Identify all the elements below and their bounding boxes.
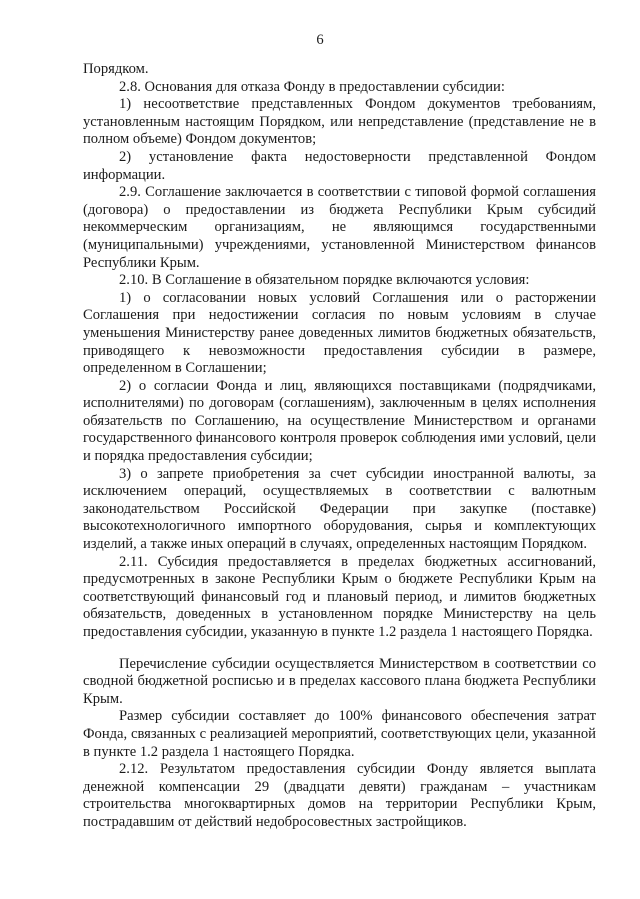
paragraph: 2) установление факта недостоверности представленной Фондом информации. bbox=[83, 148, 596, 183]
paragraph: 3) о запрете приобретения за счет субсидии иностранной валюты, за исключением операций, осуществляемых в соответствии с валютным законодательством Российской Федерации при закупке (поставке) высокотехнологичного импортного оборудования, сырья и комплектующих изделий, а также иных операций в случаях, определенных настоящим Порядком. bbox=[83, 465, 596, 553]
paragraph: 2.9. Соглашение заключается в соответствии с типовой формой соглашения (договора) о предоставлении из бюджета Республики Крым субсидий некоммерческим организациям, не являющимся государственными (муниципальными) учреждениями, установленной Министерством финансов Республики Крым. bbox=[83, 184, 596, 271]
document-body bbox=[83, 61, 596, 832]
paragraph: 2.11. Субсидия предоставляется в пределах бюджетных ассигнований, предусмотренных в законе Республики Крым о бюджете Республики Крым на соответствующий финансовый год и плановый период, и лимитов бюджетных обязательств, доведенных в установленном порядке Министерству на цель предоставления субсидии, указанную в пункте 1.2 раздела 1 настоящего Порядка. bbox=[83, 553, 596, 640]
paragraph: Размер субсидии составляет до 100% финансового обеспечения затрат Фонда, связанных с реализацией мероприятий, соответствующих цели, указанной в пункте 1.2 раздела 1 настоящего Порядка. bbox=[83, 708, 596, 760]
paragraph: Перечисление субсидии осуществляется Министерством в соответствии со сводной бюджетной росписью и в пределах кассового плана бюджета Республики Крым. bbox=[83, 655, 596, 707]
page-number: 6 bbox=[316, 32, 324, 48]
paragraph: Порядком. bbox=[83, 61, 149, 77]
paragraph: 2.8. Основания для отказа Фонду в предоставлении субсидии: bbox=[119, 78, 505, 95]
paragraph: 1) несоответствие представленных Фондом документов требованиям, установленным настоящим Порядком, или непредставление (представление не в полном объеме) Фондом документов; bbox=[83, 96, 596, 148]
paragraph: 1) о согласовании новых условий Соглашения или о расторжении Соглашения при недостижении согласия по новым условиям в случае уменьшения Министерству ранее доведенных лимитов бюджетных обязательств, приводящего к невозможности предоставления субсидии в размере, определенном в Соглашении; bbox=[83, 289, 596, 377]
paragraph: 2) о согласии Фонда и лиц, являющихся поставщиками (подрядчиками, исполнителями) по договорам (соглашениям), заключенным в целях исполнения обязательств по Соглашению, на осуществление Министерством и органами государственного финансового контроля проверок соблюдения ими условий, цели и порядка предоставления субсидии; bbox=[83, 377, 596, 465]
paragraph: 2.12. Результатом предоставления субсидии Фонду является выплата денежной компенсации 29 (двадцати девяти) гражданам – участникам строительства многоквартирных домов на территории Республики Крым, пострадавшим от действий недобросовестных застройщиков. bbox=[83, 761, 596, 830]
paragraph: 2.10. В Соглашение в обязательном порядке включаются условия: bbox=[119, 272, 530, 289]
